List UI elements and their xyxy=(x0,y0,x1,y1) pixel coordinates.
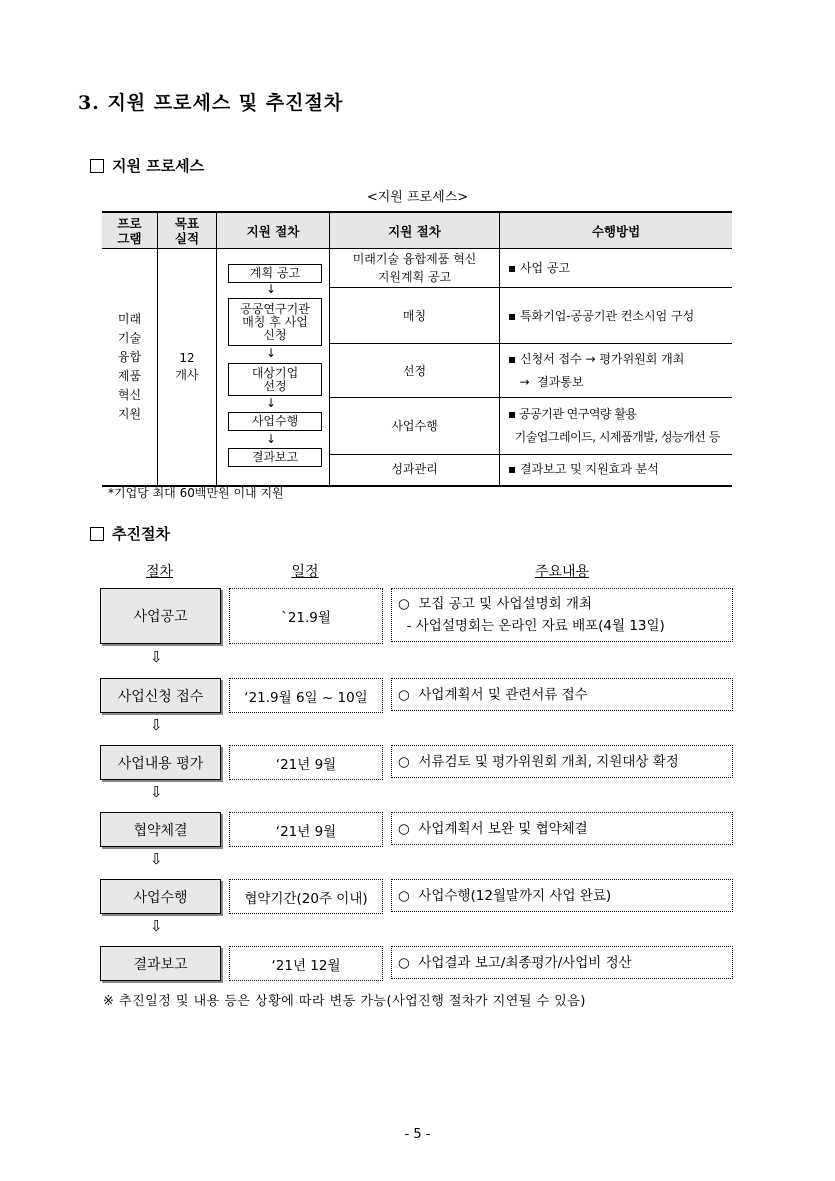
content-box xyxy=(391,812,733,845)
flow-box-matching: 공공연구기관 매칭 후 사업 신청 xyxy=(228,298,322,346)
schedule-box: ‘21년 9월 xyxy=(229,812,383,847)
down-arrow-icon: ↓ xyxy=(266,282,277,296)
header-step: 지원 절차 xyxy=(330,213,499,249)
process-heading-label: 지원 프로세스 xyxy=(112,157,205,175)
down-arrow-icon: ⇩ xyxy=(150,783,163,801)
column-header-step: 절차 xyxy=(145,564,174,580)
checkbox-square-icon xyxy=(90,527,104,541)
column-header-content: 주요내용 xyxy=(534,564,590,580)
flow-box-announce: 계획 공고 xyxy=(228,264,322,283)
process-heading xyxy=(90,155,204,176)
content-line: ○ 모집 공고 및 사업설명회 개최 xyxy=(398,596,593,612)
step-box: 사업수행 xyxy=(100,879,221,914)
section-title: 3. 지원 프로세스 및 추진절차 xyxy=(78,92,344,114)
table-row-step: 선정 xyxy=(402,363,427,378)
step-box: 협약체결 xyxy=(100,812,221,847)
flow-box-selection: 대상기업 선정 xyxy=(228,363,322,396)
table-row-step: 미래기술 융합제품 혁신 지원계획 공고 xyxy=(352,252,477,284)
content-line: ○ 사업수행(12월말까지 사업 완료) xyxy=(398,887,612,904)
down-arrow-icon: ↓ xyxy=(266,396,277,410)
content-box xyxy=(391,678,733,711)
procedure-heading-label: 추진절차 xyxy=(112,525,170,543)
down-arrow-icon: ⇩ xyxy=(150,917,163,935)
procedure-heading xyxy=(90,523,170,544)
table-row-method: ▪ 결과보고 및 지원효과 분석 xyxy=(508,462,659,476)
table-row-step: 매칭 xyxy=(402,308,427,323)
checkbox-square-icon xyxy=(90,159,104,173)
schedule-box: 협약기간(20주 이내) xyxy=(229,879,383,914)
content-box xyxy=(391,745,733,778)
table-row-method: ▪ 공공기관 연구역량 활용 기술업그레이드, 시제품개발, 성능개선 등 xyxy=(508,407,720,444)
header-method: 수행방법 xyxy=(500,213,732,249)
schedule-box: ‘21.9월 6일 ~ 10일 xyxy=(229,678,383,713)
down-arrow-icon: ↓ xyxy=(266,432,277,446)
schedule-box: ‘21년 9월 xyxy=(229,745,383,780)
flow-box-report: 결과보고 xyxy=(228,448,322,467)
program-cell: 미래 기술 융합 제품 혁신 지원 xyxy=(117,312,142,421)
content-box xyxy=(391,879,733,912)
table-row-method: ▪ 사업 공고 xyxy=(508,261,571,275)
header-flow: 지원 절차 xyxy=(217,213,329,249)
step-box: 사업신청 접수 xyxy=(100,678,221,713)
step-box: 사업내용 평가 xyxy=(100,745,221,780)
content-box xyxy=(391,588,733,642)
header-target: 목표 실적 xyxy=(158,213,216,249)
down-arrow-icon: ↓ xyxy=(266,346,277,360)
column-header-schedule: 일정 xyxy=(291,564,319,580)
bottom-note: ※ 추진일정 및 내용 등은 상황에 따라 변동 가능(사업진행 절차가 지연될 수 있음) xyxy=(103,994,586,1009)
table-note: *기업당 최대 60백만원 이내 지원 xyxy=(108,486,284,500)
target-cell: 12 개사 xyxy=(175,351,199,382)
content-line: ○ 사업결과 보고/최종평가/사업비 정산 xyxy=(398,954,632,971)
content-line: ○ 사업계획서 및 관련서류 접수 xyxy=(398,686,588,703)
page-number: - 5 - xyxy=(404,1127,431,1142)
down-arrow-icon: ⇩ xyxy=(150,850,163,868)
table-row-method: ▪ 신청서 접수 → 평가위원회 개최 → 결과통보 xyxy=(508,351,685,389)
table-row-step: 사업수행 xyxy=(391,419,438,433)
table-row-method: ▪ 특화기업-공공기관 컨소시엄 구성 xyxy=(508,308,695,323)
content-line: - 사업설명회는 온라인 자료 배포(4월 13일) xyxy=(398,618,665,634)
process-table xyxy=(102,211,732,487)
table-row-step: 성과관리 xyxy=(391,462,438,476)
header-program: 프로 그램 xyxy=(102,213,157,249)
table-caption: <지원 프로세스> xyxy=(366,190,469,205)
schedule-box: `21.9월 xyxy=(229,588,383,644)
content-box xyxy=(391,946,733,979)
content-line: ○ 사업계획서 보완 및 협약체결 xyxy=(398,820,588,837)
step-box: 사업공고 xyxy=(100,588,221,644)
flow-box-execution: 사업수행 xyxy=(228,412,322,431)
content-line: ○ 서류검토 및 평가위원회 개최, 지원대상 확정 xyxy=(398,753,679,770)
step-box: 결과보고 xyxy=(100,946,221,981)
schedule-box: ‘21년 12월 xyxy=(229,946,383,981)
down-arrow-icon: ⇩ xyxy=(150,716,163,734)
down-arrow-icon: ⇩ xyxy=(150,648,163,666)
